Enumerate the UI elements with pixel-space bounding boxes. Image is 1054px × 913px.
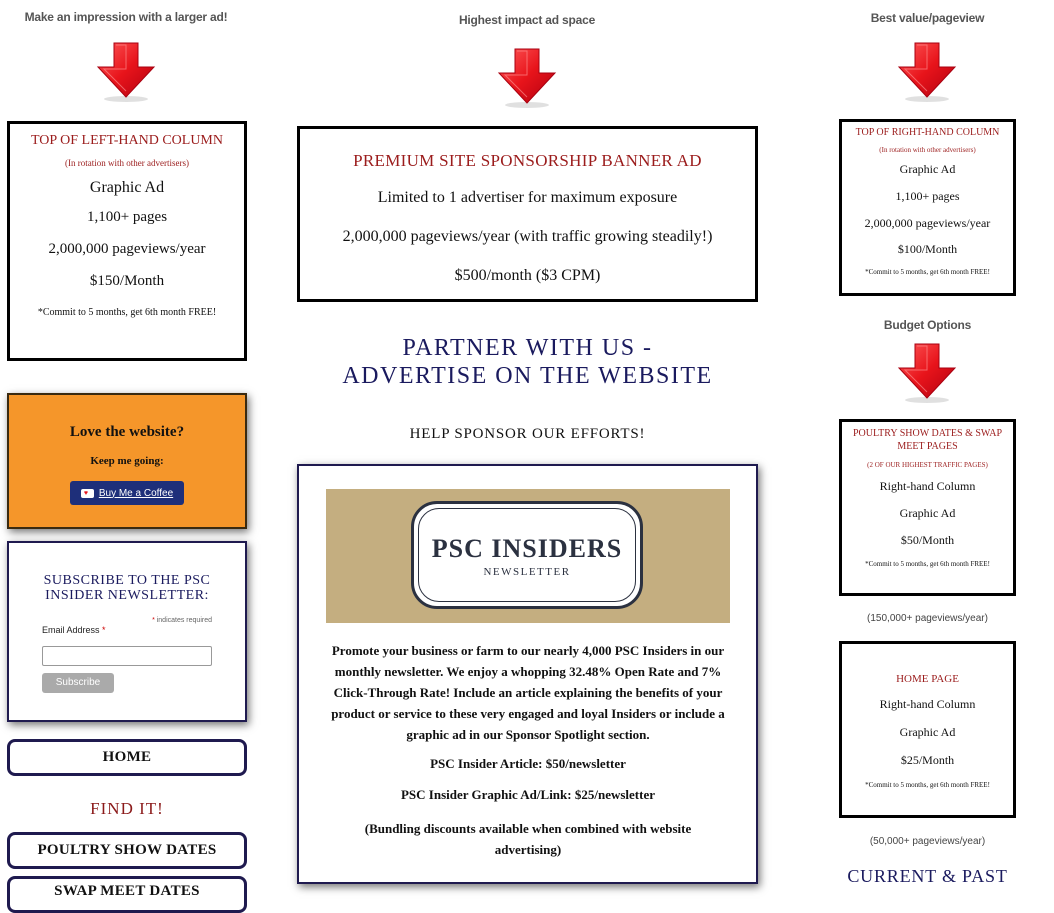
premium-line-2: 2,000,000 pageviews/year (with traffic growing steadily!) — [342, 228, 713, 245]
ad-price: $25/Month — [900, 753, 955, 767]
coffee-widget — [7, 393, 247, 529]
nav-swap-meet-dates[interactable]: SWAP MEET DATES — [7, 876, 247, 913]
subscribe-button[interactable]: Subscribe — [42, 673, 114, 693]
insiders-logo-image — [326, 489, 730, 623]
budget-options-header: Budget Options — [883, 318, 972, 332]
insiders-graphic-price: PSC Insider Graphic Ad/Link: $25/newsletter — [400, 787, 655, 802]
insiders-article-price: PSC Insider Article: $50/newsletter — [430, 756, 626, 771]
down-arrow-icon — [897, 41, 957, 103]
ad-type: Graphic Ad — [89, 179, 165, 196]
insiders-box — [297, 464, 758, 884]
center-column-header: Highest impact ad space — [458, 13, 596, 27]
find-it-heading: FIND IT! — [90, 799, 164, 818]
partner-heading: PARTNER WITH US - ADVERTISE ON THE WEBSITE — [342, 335, 713, 389]
ad-subtitle: (2 OF OUR HIGHEST TRAFFIC PAGES) — [867, 461, 988, 469]
nav-home[interactable]: HOME — [7, 739, 247, 776]
home-page-pageviews: (50,000+ pageviews/year) — [869, 836, 986, 847]
show-dates-pageviews: (150,000+ pageviews/year) — [867, 613, 988, 624]
insiders-logo-subtitle: NEWSLETTER — [483, 566, 571, 578]
ad-pageviews: 2,000,000 pageviews/year — [48, 241, 206, 257]
buy-coffee-label: Buy Me a Coffee — [98, 487, 174, 499]
ad-price: $100/Month — [897, 242, 958, 256]
ad-price: $50/Month — [900, 533, 955, 547]
buy-coffee-button[interactable] — [70, 481, 184, 505]
ad-type: Graphic Ad — [899, 162, 956, 176]
premium-line-1: Limited to 1 advertiser for maximum exposure — [377, 189, 678, 206]
ad-title: TOP OF RIGHT-HAND COLUMN — [855, 127, 1000, 138]
ad-title: POULTRY SHOW DATES & SWAP MEET PAGES — [852, 428, 1003, 452]
current-past-heading: CURRENT & PAST — [847, 866, 1008, 886]
insiders-badge — [411, 501, 643, 609]
ad-position: Right-hand Column — [879, 697, 976, 711]
help-sponsor-heading: HELP SPONSOR OUR EFFORTS! — [409, 426, 646, 442]
down-arrow-icon — [96, 41, 156, 103]
ad-position: Right-hand Column — [879, 479, 976, 493]
ad-pages: 1,100+ pages — [895, 189, 960, 203]
down-arrow-icon — [497, 47, 557, 109]
ad-commit: *Commit to 5 months, get 6th month FREE! — [37, 307, 217, 318]
premium-title: PREMIUM SITE SPONSORSHIP BANNER AD — [353, 151, 702, 170]
ad-rotation: (In rotation with other advertisers) — [879, 146, 976, 154]
ad-commit: *Commit to 5 months, get 6th month FREE! — [865, 268, 990, 276]
newsletter-signup — [7, 541, 247, 722]
coffee-subtitle: Keep me going: — [90, 455, 164, 467]
ad-pageviews: 2,000,000 pageviews/year — [864, 216, 991, 230]
email-field[interactable] — [42, 646, 212, 666]
right-column-header: Best value/pageview — [870, 11, 985, 25]
down-arrow-icon — [897, 342, 957, 404]
ad-type: Graphic Ad — [899, 506, 956, 520]
left-column-header: Make an impression with a larger ad! — [24, 10, 228, 24]
insiders-logo-title: PSC INSIDERS — [431, 534, 623, 563]
newsletter-title: SUBSCRIBE TO THE PSC INSIDER NEWSLETTER: — [43, 573, 211, 603]
left-column-ad — [7, 121, 247, 361]
nav-poultry-show-dates[interactable]: POULTRY SHOW DATES — [7, 832, 247, 869]
ad-price: $150/Month — [89, 273, 165, 289]
premium-banner-ad — [297, 126, 758, 302]
ad-title: TOP OF LEFT-HAND COLUMN — [30, 133, 223, 148]
coffee-title: Love the website? — [69, 424, 185, 440]
ad-type: Graphic Ad — [899, 725, 956, 739]
ad-rotation: (In rotation with other advertisers) — [65, 158, 189, 168]
ad-pages: 1,100+ pages — [86, 209, 168, 225]
insiders-bundle-note: (Bundling discounts available when combined with website advertising) — [364, 821, 692, 857]
insiders-description: Promote your business or farm to our nearly 4,000 PSC Insiders in our monthly newsletter. We enjoy a whopping 32.48% Open Rate and 7% Click-Through Rate! Include an article explaining the benefits of your product or service to these very engaged and loyal Insiders or include a graphic ad in our Sponsor Spotlight section. — [331, 643, 725, 742]
coffee-cup-icon: ♥ — [81, 489, 94, 498]
right-column-ad — [839, 119, 1016, 296]
show-dates-ad — [839, 419, 1016, 596]
ad-title: HOME PAGE — [896, 673, 959, 685]
ad-commit: *Commit to 5 months, get 6th month FREE! — [865, 781, 990, 789]
ad-commit: *Commit to 5 months, get 6th month FREE! — [865, 560, 990, 568]
premium-price: $500/month ($3 CPM) — [454, 267, 601, 284]
home-page-ad — [839, 641, 1016, 818]
email-label: Email Address * — [42, 625, 106, 635]
required-note: * indicates required — [152, 617, 212, 624]
